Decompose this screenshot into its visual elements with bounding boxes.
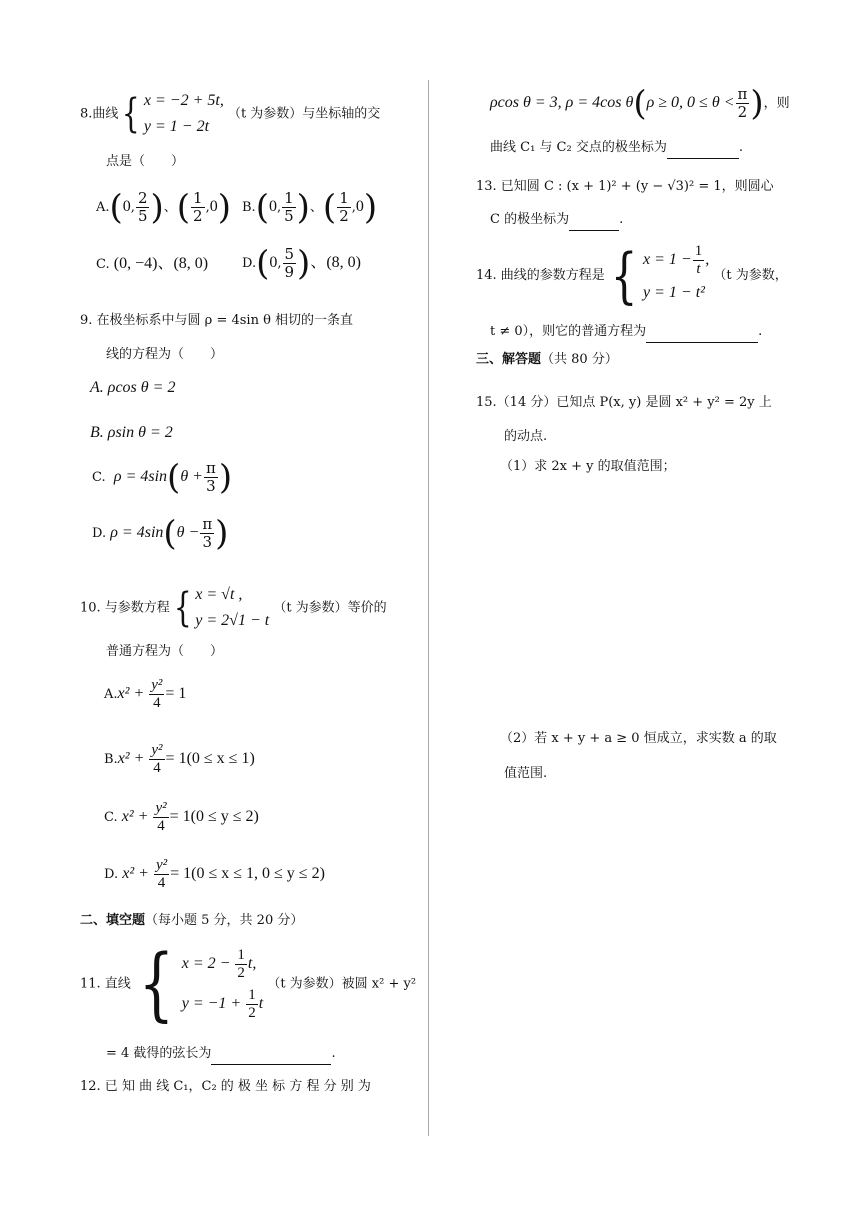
question-8-cont: 点是（ ） — [106, 154, 185, 169]
question-11-stem: 11. 直线{ x = 2 − $\frac{1}{2}$ t, y = −1 + $\frac{1}{2}$ t （t 为参数）被圆 x² + y² — [80, 937, 417, 1030]
question-11-cont: = 4 截得的弦长为 . — [106, 1044, 336, 1065]
question-15-cont: 的动点. — [504, 429, 548, 444]
q13-answer-blank[interactable] — [569, 210, 619, 231]
q9-option-a: A. ρcos θ = 2 — [90, 379, 176, 396]
question-9-stem: 9. 在极坐标系中与圆 ρ = 4sin θ 相切的一条直 — [80, 313, 354, 328]
question-13-cont: C 的极坐标为 . — [490, 210, 623, 231]
question-14-stem: 14. 曲线的参数方程是{ x = 1 − $\frac{1}{t}$ , y = 1 − t² （t 为参数， — [476, 240, 788, 311]
q10-option-d: D. x² + $\frac{\text{y²}}{4}$ = 1(0 ≤ x ≤ 1, 0 ≤ y ≤ 2) — [104, 857, 325, 891]
question-12-stem: 12. 已 知 曲 线 C₁，C₂ 的 极 坐 标 方 程 分 别 为 — [80, 1079, 371, 1094]
q8-eq-x: x = −2 + 5t, — [143, 92, 224, 109]
q10-option-a: A.x² + $\frac{\text{y²}}{4}$ = 1 — [104, 677, 187, 711]
question-9-cont: 线的方程为（ ） — [106, 347, 224, 362]
question-13-stem: 13. 已知圆 C : (x + 1)² + (y − √3)² = 1，则圆心 — [476, 179, 774, 194]
q11-answer-blank[interactable] — [211, 1044, 331, 1065]
question-15-part-2: （2）若 x + y + a ≥ 0 恒成立，求实数 a 的取 — [500, 731, 777, 746]
q9-option-c: C. ρ = 4sin(θ + $\frac{\pi}{3}$ ) — [92, 457, 233, 498]
question-12-cont2: 曲线 C₁ 与 C₂ 交点的极坐标为 . — [490, 138, 743, 159]
q8-option-c: C. (0, −4)、(8, 0) — [96, 255, 209, 272]
question-10-stem: 10. 与参数方程{ x = √t , y = 2√1 − t （t 为参数）等价的 — [80, 585, 387, 631]
q10-option-b: B.x² + $\frac{\text{y²}}{4}$ = 1(0 ≤ x ≤ 1) — [104, 742, 255, 776]
q9-option-d: D. ρ = 4sin(θ − $\frac{\pi}{3}$ ) — [92, 513, 229, 554]
question-12-cont: ρcos θ = 3, ρ = 4cos θ(ρ ≥ 0, 0 ≤ θ < $\frac{\pi}{2}$ )，则 — [490, 83, 790, 124]
q8-eq-y: y = 1 − 2t — [143, 118, 210, 135]
question-15-part-1: （1）求 2x + y 的取值范围； — [500, 459, 676, 474]
q10-option-c: C. x² + $\frac{\text{y²}}{4}$ = 1(0 ≤ y ≤ 2) — [104, 800, 259, 834]
question-8-stem: 8.曲线{ x = −2 + 5t, y = 1 − 2t （t 为参数）与坐标轴的交 — [80, 88, 380, 140]
q9-option-b: B. ρsin θ = 2 — [90, 424, 173, 441]
section-3-heading: 三、解答题（共 80 分） — [476, 352, 618, 367]
q8-option-d: D.(0, $\frac{5}{9}$ )、(8, 0) — [242, 243, 361, 284]
question-14-cont: t ≠ 0），则它的普通方程为 . — [490, 322, 762, 343]
question-15-stem: 15.（14 分）已知点 P(x, y) 是圆 x² + y² = 2y 上 — [476, 395, 772, 410]
section-2-heading: 二、填空题（每小题 5 分，共 20 分） — [80, 913, 304, 928]
q8-option-b: B.(0, $\frac{1}{5}$ )、( $\frac{1}{2}$ ,0) — [242, 187, 378, 228]
q12-answer-blank[interactable] — [667, 138, 739, 159]
column-divider — [428, 80, 429, 1136]
question-10-cont: 普通方程为（ ） — [106, 644, 224, 659]
q8-option-a: A.(0, $\frac{2}{5}$ )、( $\frac{1}{2}$ ,0) — [96, 187, 231, 228]
q14-answer-blank[interactable] — [646, 322, 758, 343]
question-15-part-2-cont: 值范围. — [504, 766, 548, 781]
